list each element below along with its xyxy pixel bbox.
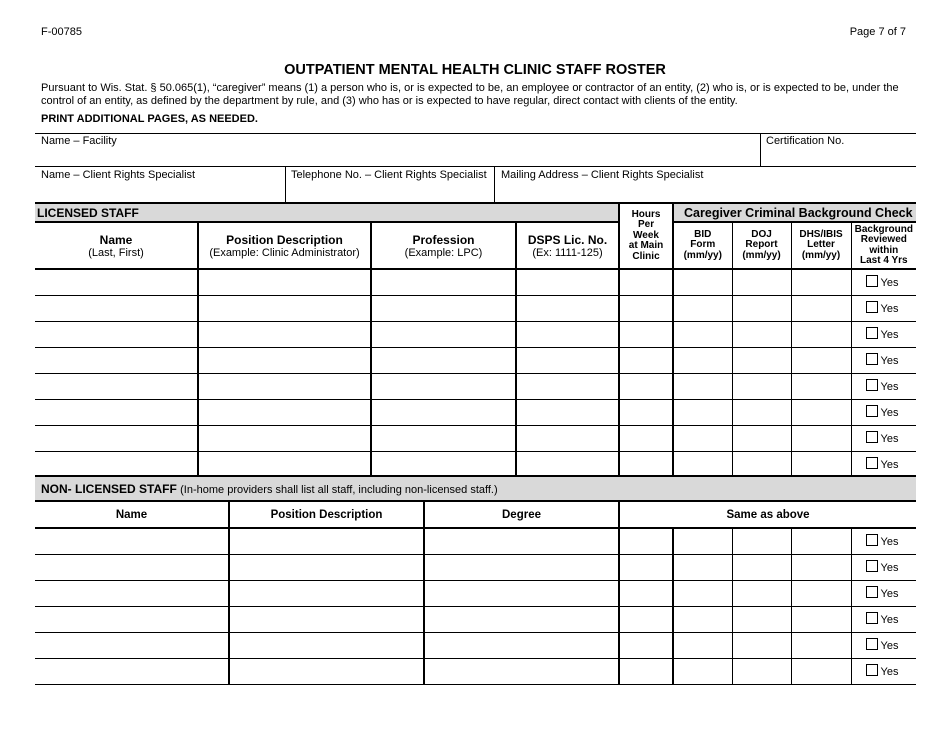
nonlicensed-row (35, 528, 916, 554)
nonlicensed-row (35, 554, 916, 580)
name-cell[interactable] (35, 554, 229, 580)
background-reviewed-cell (851, 399, 916, 425)
hours-cell[interactable] (619, 321, 673, 347)
nl-col-same: Same as above (619, 501, 916, 528)
yes-label: Yes (880, 355, 899, 367)
degree-cell[interactable] (424, 632, 619, 658)
doj-cell[interactable] (732, 373, 791, 399)
position-cell[interactable] (198, 425, 371, 451)
dhs-cell[interactable] (791, 606, 851, 632)
dhs-cell[interactable] (791, 347, 851, 373)
col-profession-sub: (Example: LPC) (404, 246, 483, 259)
profession-cell[interactable] (371, 269, 516, 295)
col-doj-3: (mm/yy) (742, 249, 781, 261)
bid-cell[interactable] (673, 347, 732, 373)
licensed-staff-table (35, 202, 916, 478)
doj-cell[interactable] (732, 554, 791, 580)
col-name-sub: (Last, First) (88, 246, 144, 259)
background-reviewed-cell (851, 606, 916, 632)
position-cell[interactable] (198, 399, 371, 425)
doj-cell[interactable] (732, 321, 791, 347)
intro-text: Pursuant to Wis. Stat. § 50.065(1), “caregiver” means (1) a person who is, or is expected to be, an employee or contractor of an entity, (2) who is, or is expected to be, under the control of an entity, as defined by the department by rule, and (3) who has or is expected to have regular, direct contact with clients of the entity. (41, 82, 899, 107)
profession-cell[interactable] (371, 295, 516, 321)
hours-cell[interactable] (619, 373, 673, 399)
dhs-cell[interactable] (791, 321, 851, 347)
hours-cell[interactable] (619, 399, 673, 425)
col-bid-1: BID (694, 228, 712, 240)
doj-cell[interactable] (732, 658, 791, 684)
page-title: OUTPATIENT MENTAL HEALTH CLINIC STAFF ROSTER (284, 62, 666, 78)
col-position-label: Position Description (226, 232, 343, 247)
crs-name-label: Name – Client Rights Specialist (41, 169, 196, 181)
col-bg-1: Background (854, 223, 913, 235)
yes-checkbox[interactable] (866, 560, 878, 572)
certification-field[interactable] (760, 133, 916, 167)
col-dsps-sub: (Ex: 1111-125) (532, 246, 603, 259)
col-background (851, 222, 916, 269)
yes-label: Yes (880, 329, 899, 341)
name-cell[interactable] (35, 373, 198, 399)
nonlicensed-note: (In-home providers shall list all staff, including non-licensed staff.) (180, 483, 498, 496)
col-bg-3: within (869, 244, 899, 256)
profession-cell[interactable] (371, 373, 516, 399)
doj-cell[interactable] (732, 451, 791, 477)
dsps-cell[interactable] (516, 399, 619, 425)
background-reviewed-cell (851, 632, 916, 658)
col-profession (371, 222, 516, 269)
name-cell[interactable] (35, 632, 229, 658)
dhs-cell[interactable] (791, 528, 851, 554)
yes-label: Yes (880, 458, 899, 471)
nl-col-degree: Degree (424, 501, 619, 528)
licensed-row (35, 373, 916, 399)
dhs-cell[interactable] (791, 451, 851, 477)
background-reviewed-cell (851, 373, 916, 399)
bid-cell[interactable] (673, 269, 732, 295)
position-cell[interactable] (198, 451, 371, 477)
dhs-cell[interactable] (791, 632, 851, 658)
col-dhs (791, 222, 851, 269)
col-doj-2: Report (745, 239, 778, 251)
dhs-cell[interactable] (791, 425, 851, 451)
position-cell[interactable] (198, 373, 371, 399)
dhs-cell[interactable] (791, 373, 851, 399)
bid-cell[interactable] (673, 321, 732, 347)
doj-cell[interactable] (732, 528, 791, 554)
profession-cell[interactable] (371, 399, 516, 425)
yes-checkbox[interactable] (866, 405, 878, 417)
degree-cell[interactable] (424, 606, 619, 632)
profession-cell[interactable] (371, 451, 516, 477)
print-note: PRINT ADDITIONAL PAGES, AS NEEDED. (41, 113, 258, 125)
hours-line2: Per (637, 219, 655, 231)
crs-address-label: Mailing Address – Client Rights Specialist (501, 169, 704, 181)
yes-checkbox[interactable] (866, 664, 878, 676)
degree-cell[interactable] (424, 528, 619, 554)
col-bg-2: Reviewed (860, 234, 907, 245)
hours-cell[interactable] (619, 580, 673, 606)
profession-cell[interactable] (371, 425, 516, 451)
yes-checkbox[interactable] (866, 379, 878, 391)
name-cell[interactable] (35, 399, 198, 425)
dsps-cell[interactable] (516, 451, 619, 477)
degree-cell[interactable] (424, 554, 619, 580)
dsps-cell[interactable] (516, 269, 619, 295)
name-cell[interactable] (35, 295, 198, 321)
yes-label: Yes (880, 381, 899, 393)
col-dhs-3: (mm/yy) (801, 249, 841, 261)
doj-cell[interactable] (732, 425, 791, 451)
facility-field[interactable] (35, 133, 760, 167)
position-cell[interactable] (229, 580, 424, 606)
yes-label: Yes (880, 614, 899, 626)
yes-checkbox[interactable] (866, 275, 878, 287)
hours-cell[interactable] (619, 269, 673, 295)
position-cell[interactable] (198, 347, 371, 373)
background-reviewed-cell (851, 554, 916, 580)
nonlicensed-staff-table (35, 475, 916, 685)
yes-label: Yes (880, 303, 899, 315)
yes-checkbox[interactable] (866, 534, 878, 546)
facility-label: Name – Facility (41, 135, 117, 147)
doj-cell[interactable] (732, 269, 791, 295)
col-bid-2: Form (690, 239, 716, 251)
position-cell[interactable] (198, 269, 371, 295)
col-name (35, 222, 198, 269)
col-doj (732, 222, 791, 269)
yes-label: Yes (880, 666, 899, 678)
name-cell[interactable] (35, 451, 198, 477)
dsps-cell[interactable] (516, 347, 619, 373)
nl-col-name: Name (35, 501, 229, 528)
position-cell[interactable] (229, 528, 424, 554)
nonlicensed-row (35, 580, 916, 606)
page-number: Page 7 of 7 (849, 26, 906, 38)
col-dsps-label: DSPS Lic. No. (527, 232, 608, 247)
dsps-cell[interactable] (516, 295, 619, 321)
degree-cell[interactable] (424, 658, 619, 684)
doj-cell[interactable] (732, 606, 791, 632)
bid-cell[interactable] (673, 554, 732, 580)
col-dhs-2: Letter (807, 239, 835, 251)
doj-cell[interactable] (732, 580, 791, 606)
name-cell[interactable] (35, 321, 198, 347)
hours-cell[interactable] (619, 528, 673, 554)
position-cell[interactable] (229, 658, 424, 684)
col-position-sub: (Example: Clinic Administrator) (209, 246, 360, 259)
position-cell[interactable] (198, 295, 371, 321)
yes-label: Yes (880, 640, 899, 652)
col-doj-1: DOJ (751, 228, 772, 240)
crs-phone-field[interactable] (285, 167, 494, 202)
background-reviewed-cell (851, 451, 916, 477)
doj-cell[interactable] (732, 632, 791, 658)
yes-label: Yes (880, 277, 899, 290)
nonlicensed-title-text: NON- LICENSED STAFF (41, 481, 177, 496)
bid-cell[interactable] (673, 373, 732, 399)
yes-checkbox[interactable] (866, 301, 878, 313)
licensed-row (35, 269, 916, 295)
dhs-cell[interactable] (791, 658, 851, 684)
profession-cell[interactable] (371, 321, 516, 347)
background-reviewed-cell (851, 295, 916, 321)
licensed-row (35, 321, 916, 347)
name-cell[interactable] (35, 425, 198, 451)
nonlicensed-row (35, 658, 916, 684)
background-reviewed-cell (851, 321, 916, 347)
hours-line1: Hours (631, 208, 661, 220)
dhs-cell[interactable] (791, 554, 851, 580)
hours-cell[interactable] (619, 347, 673, 373)
background-reviewed-cell (851, 347, 916, 373)
licensed-row (35, 347, 916, 373)
hours-cell[interactable] (619, 632, 673, 658)
bid-cell[interactable] (673, 528, 732, 554)
background-check-header: Caregiver Criminal Background Check (673, 203, 916, 222)
hours-cell[interactable] (619, 295, 673, 321)
bid-cell[interactable] (673, 295, 732, 321)
col-bid (673, 222, 732, 269)
yes-checkbox[interactable] (866, 612, 878, 624)
nonlicensed-row (35, 606, 916, 632)
dsps-cell[interactable] (516, 425, 619, 451)
nonlicensed-section-title (35, 476, 916, 501)
hours-line3: Week (633, 229, 659, 241)
yes-checkbox[interactable] (866, 327, 878, 339)
col-bg-4: Last 4 Yrs (859, 255, 908, 266)
nonlicensed-row (35, 632, 916, 658)
position-cell[interactable] (229, 554, 424, 580)
col-dhs-1: DHS/IBIS (799, 228, 843, 240)
yes-label: Yes (880, 562, 899, 574)
crs-phone-label: Telephone No. – Client Rights Specialist (291, 169, 487, 181)
col-dsps (516, 222, 619, 269)
certification-label: Certification No. (766, 135, 845, 147)
yes-checkbox[interactable] (866, 638, 878, 650)
background-reviewed-cell (851, 658, 916, 684)
col-bid-3: (mm/yy) (683, 249, 722, 261)
background-reviewed-cell (851, 528, 916, 554)
licensed-row (35, 425, 916, 451)
licensed-row (35, 399, 916, 425)
dhs-cell[interactable] (791, 580, 851, 606)
name-cell[interactable] (35, 528, 229, 554)
crs-name-field[interactable] (35, 167, 285, 202)
dhs-cell[interactable] (791, 269, 851, 295)
bid-cell[interactable] (673, 580, 732, 606)
hours-cell[interactable] (619, 451, 673, 477)
licensed-row (35, 451, 916, 477)
hours-cell[interactable] (619, 658, 673, 684)
name-cell[interactable] (35, 580, 229, 606)
yes-label: Yes (880, 588, 899, 600)
background-reviewed-cell (851, 269, 916, 295)
dsps-cell[interactable] (516, 373, 619, 399)
dsps-cell[interactable] (516, 321, 619, 347)
dhs-cell[interactable] (791, 399, 851, 425)
profession-cell[interactable] (371, 347, 516, 373)
hours-cell[interactable] (619, 554, 673, 580)
bid-cell[interactable] (673, 451, 732, 477)
hours-cell[interactable] (619, 425, 673, 451)
bid-cell[interactable] (673, 606, 732, 632)
yes-checkbox[interactable] (866, 353, 878, 365)
bid-cell[interactable] (673, 632, 732, 658)
col-profession-label: Profession (412, 232, 475, 247)
yes-label: Yes (880, 536, 899, 549)
hours-line5: Clinic (632, 250, 660, 262)
background-reviewed-cell (851, 425, 916, 451)
bid-cell[interactable] (673, 399, 732, 425)
dhs-cell[interactable] (791, 295, 851, 321)
col-position (198, 222, 371, 269)
yes-checkbox[interactable] (866, 457, 878, 469)
yes-label: Yes (880, 433, 899, 445)
hours-header (619, 203, 673, 269)
hours-cell[interactable] (619, 606, 673, 632)
bid-cell[interactable] (673, 425, 732, 451)
name-cell[interactable] (35, 606, 229, 632)
position-cell[interactable] (229, 606, 424, 632)
name-cell[interactable] (35, 347, 198, 373)
bid-cell[interactable] (673, 658, 732, 684)
yes-checkbox[interactable] (866, 586, 878, 598)
yes-label: Yes (880, 407, 899, 419)
col-name-label: Name (99, 232, 133, 247)
name-cell[interactable] (35, 658, 229, 684)
licensed-row (35, 295, 916, 321)
crs-address-field[interactable] (494, 167, 916, 202)
degree-cell[interactable] (424, 580, 619, 606)
position-cell[interactable] (198, 321, 371, 347)
nl-col-position: Position Description (229, 501, 424, 528)
licensed-section-title: LICENSED STAFF (35, 203, 619, 222)
yes-checkbox[interactable] (866, 431, 878, 443)
doj-cell[interactable] (732, 399, 791, 425)
name-cell[interactable] (35, 269, 198, 295)
form-number: F-00785 (41, 26, 82, 38)
doj-cell[interactable] (732, 295, 791, 321)
doj-cell[interactable] (732, 347, 791, 373)
hours-line4: at Main (628, 240, 664, 252)
background-reviewed-cell (851, 580, 916, 606)
position-cell[interactable] (229, 632, 424, 658)
